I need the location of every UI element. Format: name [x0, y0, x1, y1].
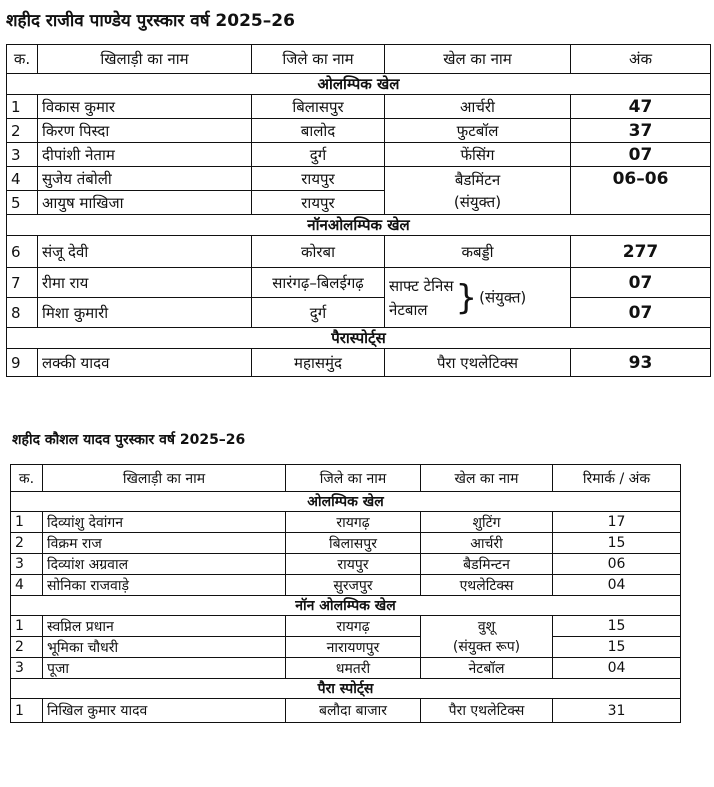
cell-district: सारंगढ़–बिलईगढ़: [252, 268, 385, 298]
sport-wushu: वुशू: [477, 618, 496, 635]
section-para: पैरा स्पोर्ट्स: [11, 679, 681, 699]
cell-name: विक्रम राज: [43, 533, 286, 554]
sport-joint-label: (संयुक्त): [453, 192, 502, 211]
cell-name: आयुष माखिजा: [38, 191, 252, 215]
table-row: [7, 95, 711, 119]
award1-table: [6, 44, 711, 377]
table-row: [7, 268, 711, 298]
cell-score: 04: [553, 575, 681, 596]
cell-sn: 8: [7, 298, 38, 328]
header-player-name: खिलाड़ी का नाम: [43, 465, 286, 492]
cell-district: बिलासपुर: [252, 95, 385, 119]
cell-score: 17: [553, 512, 681, 533]
cell-name: किरण पिस्दा: [38, 119, 252, 143]
table-row: [7, 119, 711, 143]
table-row: [11, 658, 681, 679]
cell-score: 07: [571, 298, 711, 328]
header-sport: खेल का नाम: [421, 465, 553, 492]
cell-score: 15: [553, 637, 681, 658]
cell-sport-tennis-netball: [385, 268, 571, 328]
cell-name: स्वप्निल प्रधान: [43, 616, 286, 637]
cell-sn: 3: [11, 554, 43, 575]
cell-name: दिव्यांशु देवांगन: [43, 512, 286, 533]
cell-score: 93: [571, 349, 711, 377]
table-row: [7, 143, 711, 167]
cell-name: भूमिका चौधरी: [43, 637, 286, 658]
cell-sn: 2: [11, 637, 43, 658]
cell-score: 07: [571, 268, 711, 298]
cell-sn: 7: [7, 268, 38, 298]
cell-name: संजू देवी: [38, 236, 252, 268]
header-sport: खेल का नाम: [385, 45, 571, 74]
cell-name: निखिल कुमार यादव: [43, 699, 286, 723]
cell-district: रायपुर: [252, 167, 385, 191]
cell-sport: आर्चरी: [421, 533, 553, 554]
table-row: [11, 616, 681, 637]
table-header-row: [7, 45, 711, 74]
header-score: अंक: [571, 45, 711, 74]
cell-district: नारायणपुर: [286, 637, 421, 658]
cell-district: दुर्ग: [252, 143, 385, 167]
cell-sport: शुटिंग: [421, 512, 553, 533]
award2-table: [10, 464, 681, 723]
cell-sn: 1: [11, 512, 43, 533]
table-row: [7, 349, 711, 377]
cell-sport: एथलेटिक्स: [421, 575, 553, 596]
cell-district: बिलासपुर: [286, 533, 421, 554]
cell-score: 15: [553, 616, 681, 637]
cell-name: विकास कुमार: [38, 95, 252, 119]
cell-district: रायगढ़: [286, 616, 421, 637]
cell-sport: आर्चरी: [385, 95, 571, 119]
section-olympic: ओलम्पिक खेल: [7, 74, 711, 95]
cell-name: दीपांशी नेताम: [38, 143, 252, 167]
cell-district: कोरबा: [252, 236, 385, 268]
sport-badminton: बैडमिंटन: [454, 170, 501, 189]
section-para: पैरास्पोर्ट्स: [7, 328, 711, 349]
table-row: [7, 236, 711, 268]
cell-name: रीमा राय: [38, 268, 252, 298]
cell-sport-badminton: [385, 167, 571, 215]
sport-netball: नेटबाल: [389, 300, 428, 319]
cell-sn: 9: [7, 349, 38, 377]
section-nonolympic: नॉनओलम्पिक खेल: [7, 215, 711, 236]
cell-sport: फेंसिंग: [385, 143, 571, 167]
table-row: [11, 512, 681, 533]
table-row: [7, 298, 711, 328]
section-nonolympic: नॉन ओलम्पिक खेल: [11, 596, 681, 616]
cell-sn: 4: [11, 575, 43, 596]
header-sn: क.: [7, 45, 38, 74]
cell-district: सुरजपुर: [286, 575, 421, 596]
cell-sn: 2: [11, 533, 43, 554]
cell-district: बालोद: [252, 119, 385, 143]
cell-score: 277: [571, 236, 711, 268]
header-district: जिले का नाम: [286, 465, 421, 492]
table-row: [11, 699, 681, 723]
cell-name: मिशा कुमारी: [38, 298, 252, 328]
cell-district: रायपुर: [286, 554, 421, 575]
cell-district: रायगढ़: [286, 512, 421, 533]
header-player-name: खिलाड़ी का नाम: [38, 45, 252, 74]
cell-sn: 1: [11, 699, 43, 723]
cell-sn: 3: [11, 658, 43, 679]
cell-name: लक्की यादव: [38, 349, 252, 377]
cell-sn: 6: [7, 236, 38, 268]
cell-score-badminton: 06–06: [571, 167, 711, 215]
cell-sport-wushu: [421, 616, 553, 658]
cell-sport: पैरा एथलेटिक्स: [421, 699, 553, 723]
header-remark-score: रिमार्क / अंक: [553, 465, 681, 492]
cell-score: 47: [571, 95, 711, 119]
cell-sport: नेटबॉल: [421, 658, 553, 679]
table-row: [7, 167, 711, 191]
sport-soft-tennis: साफ्ट टेनिस: [389, 276, 454, 295]
cell-score: 06: [553, 554, 681, 575]
table-header-row: [11, 465, 681, 492]
cell-sn: 3: [7, 143, 38, 167]
table-row: [11, 554, 681, 575]
cell-sport: फुटबॉल: [385, 119, 571, 143]
cell-sn: 5: [7, 191, 38, 215]
cell-name: पूजा: [43, 658, 286, 679]
cell-score: 31: [553, 699, 681, 723]
cell-sn: 1: [7, 95, 38, 119]
header-sn: क.: [11, 465, 43, 492]
section-olympic: ओलम्पिक खेल: [11, 492, 681, 512]
cell-sport: कबड्डी: [385, 236, 571, 268]
cell-score: 37: [571, 119, 711, 143]
cell-district: दुर्ग: [252, 298, 385, 328]
sport-joint-label: (संयुक्त): [479, 288, 527, 306]
cell-district: रायपुर: [252, 191, 385, 215]
cell-name: सोनिका राजवाड़े: [43, 575, 286, 596]
cell-sn: 1: [11, 616, 43, 637]
cell-district: महासमुंद: [252, 349, 385, 377]
award2-title: शहीद कौशल यादव पुरस्कार वर्ष 2025–26: [12, 432, 246, 448]
cell-district: बलौदा बाजार: [286, 699, 421, 723]
cell-sn: 4: [7, 167, 38, 191]
cell-name: दिव्यांश अग्रवाल: [43, 554, 286, 575]
brace-icon: }: [455, 277, 478, 318]
cell-score: 07: [571, 143, 711, 167]
cell-score: 15: [553, 533, 681, 554]
cell-sport: पैरा एथलेटिक्स: [385, 349, 571, 377]
sport-joint-label: (संयुक्त रूप): [452, 638, 521, 655]
cell-score: 04: [553, 658, 681, 679]
cell-name: सुजेय तंबोली: [38, 167, 252, 191]
cell-district: धमतरी: [286, 658, 421, 679]
table-row: [11, 637, 681, 658]
cell-sport: बैडमिन्टन: [421, 554, 553, 575]
table-row: [11, 533, 681, 554]
header-district: जिले का नाम: [252, 45, 385, 74]
award1-title: शहीद राजीव पाण्डेय पुरस्कार वर्ष 2025–26: [6, 11, 295, 31]
cell-sn: 2: [7, 119, 38, 143]
table-row: [11, 575, 681, 596]
